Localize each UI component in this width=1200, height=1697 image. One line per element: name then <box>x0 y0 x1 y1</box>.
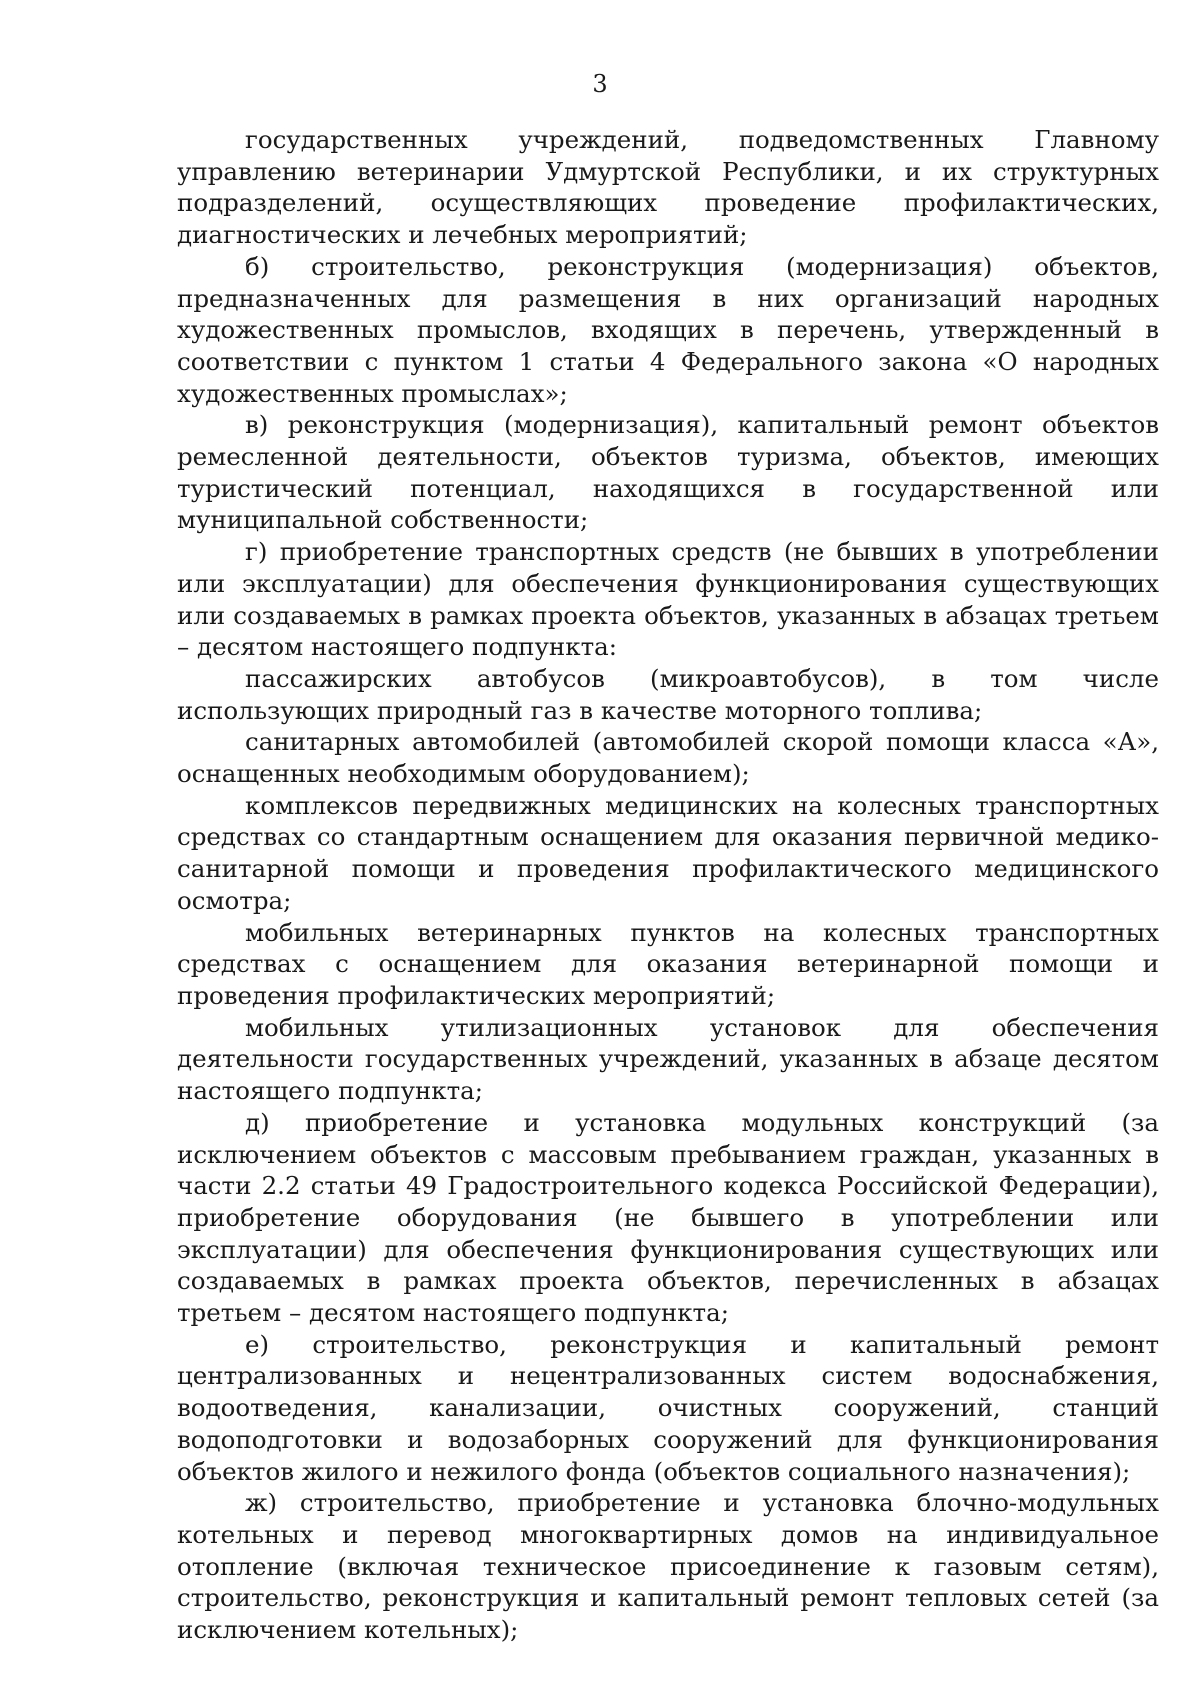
document-body <box>177 124 1159 1646</box>
paragraph-item-b: б) строительство, реконструкция (модернизация) объектов, предназначенных для размещения в них организаций народных художественных промыслов, входящих в перечень, утвержденный в соответствии с пунктом 1 статьи 4 Федерального закона «О народных художественных промыслах»; <box>177 251 1159 408</box>
paragraph-item-v: в) реконструкция (модернизация), капитальный ремонт объектов ремесленной деятельности, объектов туризма, объектов, имеющих туристический потенциал, находящихся в государственной или муниципальной собственности; <box>177 410 1159 535</box>
paragraph-ambulances: санитарных автомобилей (автомобилей скорой помощи класса «А», оснащенных необходимым оборудованием); <box>177 727 1159 789</box>
paragraph-medical-complexes: комплексов передвижных медицинских на колесных транспортных средствах со стандартным оснащением для оказания первичной медико-санитарной помощи и проведения профилактического медицинского осмотра; <box>177 790 1159 915</box>
paragraph-item-d: д) приобретение и установка модульных конструкций (за исключением объектов с массовым пребыванием граждан, указанных в части 2.2 статьи 49 Градостроительного кодекса Российской Федерации), приобретение оборудования (не бывшего в употреблении или эксплуатации) для обеспечения функционирования существующих или создаваемых в рамках проекта объектов, перечисленных в абзацах третьем – десятом настоящего подпункта; <box>177 1107 1159 1328</box>
paragraph-utilization-units: мобильных утилизационных установок для обеспечения деятельности государственных учреждений, указанных в абзаце десятом настоящего подпункта; <box>177 1012 1159 1106</box>
paragraph-veterinary-units: мобильных ветеринарных пунктов на колесных транспортных средствах с оснащением для оказания ветеринарной помощи и проведения профилактических мероприятий; <box>177 917 1159 1010</box>
paragraph-continuation: государственных учреждений, подведомственных Главному управлению ветеринарии Удмуртской Республики, и их структурных подразделений, осуществляющих проведение профилактических, диагностических и лечебных мероприятий; <box>177 125 1159 250</box>
paragraph-item-zh: ж) строительство, приобретение и установка блочно-модульных котельных и перевод многоквартирных домов на индивидуальное отопление (включая техническое присоединение к газовым сетям), строительство, реконструкция и капитальный ремонт тепловых сетей (за исключением котельных); <box>177 1488 1159 1645</box>
page-number: 3 <box>592 70 608 98</box>
paragraph-item-g: г) приобретение транспортных средств (не бывших в употреблении или эксплуатации) для обеспечения функционирования существующих или создаваемых в рамках проекта объектов, указанных в абзацах третьем – десятом настоящего подпункта: <box>177 537 1159 662</box>
paragraph-item-e: е) строительство, реконструкция и капитальный ремонт централизованных и нецентрализованных систем водоснабжения, водоотведения, канализации, очистных сооружений, станций водоподготовки и водозаборных сооружений для функционирования объектов жилого и нежилого фонда (объектов социального назначения); <box>177 1329 1159 1486</box>
paragraph-buses: пассажирских автобусов (микроавтобусов), в том числе использующих природный газ в качестве моторного топлива; <box>177 663 1159 725</box>
